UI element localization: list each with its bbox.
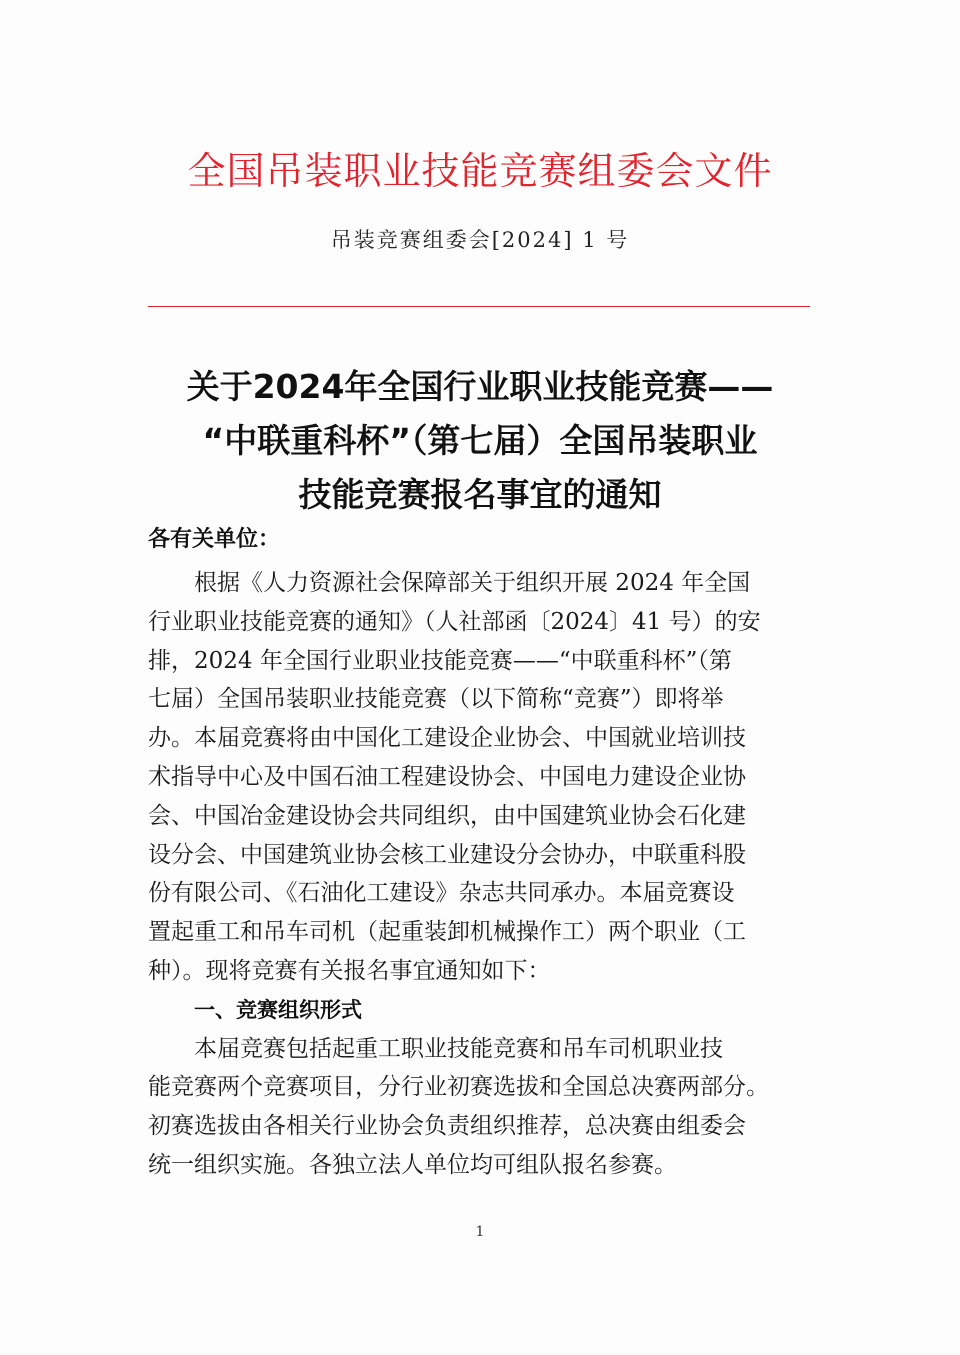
paragraph-line: 办。本届竞赛将由中国化工建设企业协会、中国就业培训技	[148, 725, 746, 752]
red-separator-line	[148, 306, 810, 307]
paragraph-line: 份有限公司、《石油化工建设》杂志共同承办。本届竞赛设	[148, 880, 735, 907]
paragraph-line: 能竞赛两个竞赛项目，分行业初赛选拔和全国总决赛两部分。	[148, 1074, 769, 1101]
salutation: 各有关单位：	[148, 527, 281, 552]
paragraph-line: 初赛选拔由各相关行业协会负责组织推荐，总决赛由组委会	[148, 1113, 746, 1140]
paragraph-line: 种）。现将竞赛有关报名事宜通知如下：	[148, 957, 551, 984]
paragraph-line: 术指导中心及中国石油工程建设协会、中国电力建设企业协	[148, 763, 746, 790]
document-number: 吊装竞赛组委会[2024] 1 号	[330, 228, 630, 252]
paragraph-line: 根据《人力资源社会保障部关于组织开展 2024 年全国	[194, 570, 751, 596]
paragraph-line: 排，2024 年全国行业职业技能竞赛——“中联重科杯”（第	[148, 647, 732, 674]
paragraph-line: 统一组织实施。各独立法人单位均可组队报名参赛。	[148, 1151, 677, 1178]
paragraph-line: 设分会、中国建筑业协会核工业建设分会协办，中联重科股	[148, 841, 746, 868]
paragraph-line: 七届）全国吊装职业技能竞赛（以下简称“竞赛”）即将举	[148, 686, 724, 713]
notice-title-line: 关于2024年全国行业职业技能竞赛——	[186, 367, 774, 406]
section-heading: 一、竞赛组织形式	[194, 997, 362, 1022]
paragraph-line: 会、中国冶金建设协会共同组织，由中国建筑业协会石化建	[148, 802, 746, 829]
notice-body	[148, 564, 824, 1185]
paragraph-line: 置起重工和吊车司机（起重装卸机械操作工）两个职业（工	[148, 919, 746, 946]
notice-title	[120, 360, 840, 522]
issuer-header-title: 全国吊装职业技能竞赛组委会文件	[187, 149, 773, 193]
notice-title-line: “中联重科杯”（第七届）全国吊装职业	[202, 421, 758, 460]
paragraph-line: 行业职业技能竞赛的通知》（人社部函〔2024〕41 号）的安	[148, 608, 761, 635]
paragraph-line: 本届竞赛包括起重工职业技能竞赛和吊车司机职业技	[194, 1035, 723, 1062]
page-number: 1	[475, 1224, 485, 1240]
notice-title-line: 技能竞赛报名事宜的通知	[298, 475, 662, 514]
